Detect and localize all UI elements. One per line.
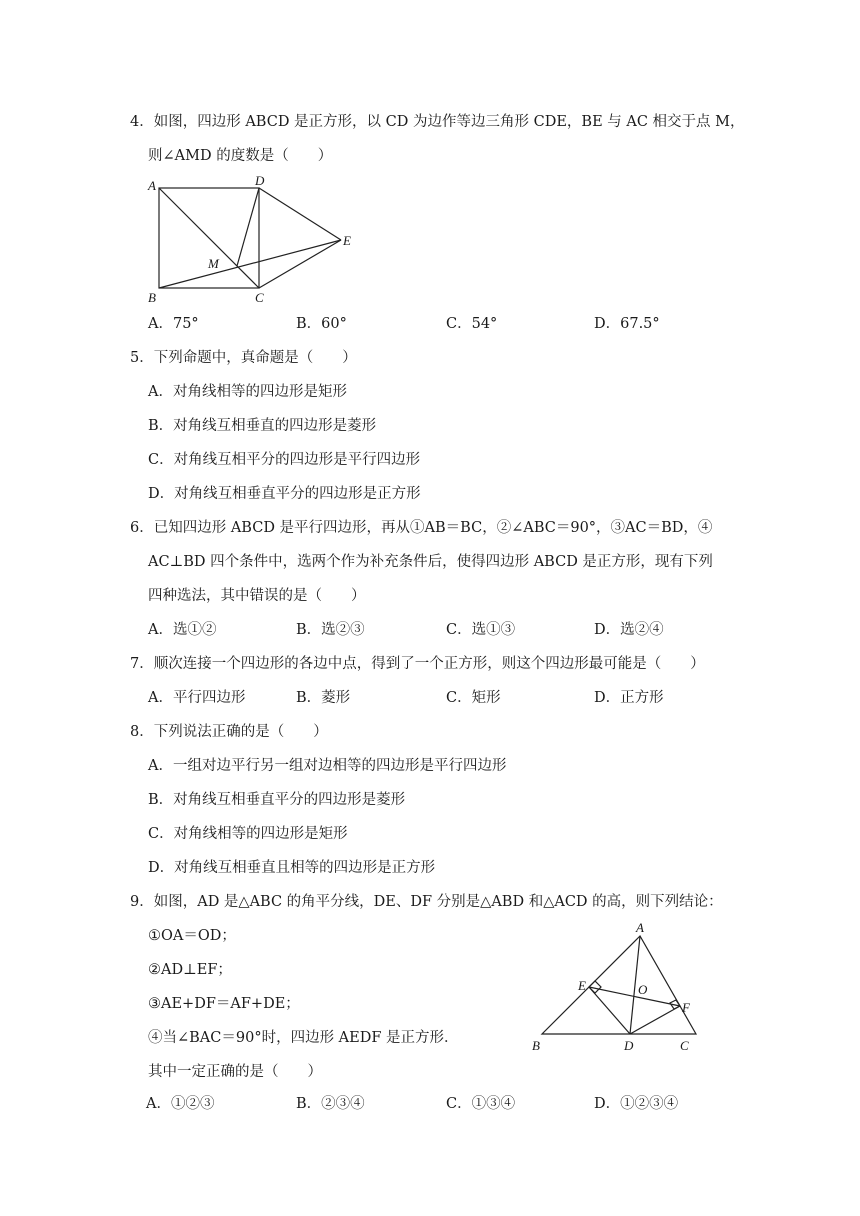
q4-segment-ce	[259, 240, 341, 288]
q4-segment-dm	[237, 188, 259, 266]
q9-label-d: D	[624, 1038, 634, 1053]
q4-option-b[interactable]: B．60°	[296, 316, 347, 332]
q9-stem-line-1: 9．如图，AD 是△ABC 的角平分线，DE、DF 分别是△ABD 和△ACD 的高，则下列结论：	[130, 894, 723, 910]
q4-label-b: B	[148, 290, 156, 305]
q6-option-b[interactable]: B．选②③	[296, 622, 365, 638]
q7-stem: 7．顺次连接一个四边形的各边中点，得到了一个正方形，则这个四边形最可能是（ ）	[130, 656, 705, 672]
q4-segment-ac	[159, 188, 259, 288]
q9-label-b: B	[532, 1038, 540, 1053]
q6-option-d[interactable]: D．选②④	[594, 622, 664, 638]
q4-option-a[interactable]: A．75°	[148, 316, 199, 332]
q8-option-c[interactable]: C．对角线相等的四边形是矩形	[148, 826, 348, 842]
q9-option-b[interactable]: B．②③④	[296, 1096, 365, 1112]
q4-option-c[interactable]: C．54°	[446, 316, 498, 332]
q9-figure	[520, 920, 710, 1060]
q4-stem-line-2: 则∠AMD 的度数是（ ）	[148, 148, 333, 164]
q4-label-d: D	[255, 173, 265, 188]
q4-label-a: A	[148, 178, 156, 193]
q7-option-a[interactable]: A．平行四边形	[148, 690, 246, 706]
q8-option-a[interactable]: A．一组对边平行另一组对边相等的四边形是平行四边形	[148, 758, 507, 774]
q5-option-d[interactable]: D．对角线互相垂直平分的四边形是正方形	[148, 486, 421, 502]
q6-stem-line-3: 四种选法，其中错误的是（ ）	[148, 588, 366, 604]
q9-statement-2: ②AD⊥EF；	[148, 962, 232, 978]
q9-option-c[interactable]: C．①③④	[446, 1096, 516, 1112]
q4-figure	[140, 170, 370, 310]
q4-option-d[interactable]: D．67.5°	[594, 316, 660, 332]
q7-option-b[interactable]: B．菱形	[296, 690, 351, 706]
q4-label-m: M	[208, 256, 219, 271]
q9-question: 其中一定正确的是（ ）	[148, 1064, 322, 1080]
q9-triangle-abc	[542, 936, 696, 1034]
q9-label-o: O	[638, 982, 648, 997]
q7-option-c[interactable]: C．矩形	[446, 690, 501, 706]
q9-label-f: F	[682, 1000, 690, 1015]
q9-statement-3: ③AE+DF＝AF+DE；	[148, 996, 300, 1012]
q9-statement-4: ④当∠BAC＝90°时，四边形 AEDF 是正方形．	[148, 1030, 459, 1046]
q4-label-e: E	[343, 233, 351, 248]
q4-label-c: C	[255, 290, 264, 305]
q6-stem-line-1: 6．已知四边形 ABCD 是平行四边形，再从①AB＝BC，②∠ABC＝90°，③AC＝BD，④	[130, 520, 713, 536]
q6-stem-line-2: AC⊥BD 四个条件中，选两个作为补充条件后，使得四边形 ABCD 是正方形，现有下列	[148, 554, 713, 570]
q6-option-c[interactable]: C．选①③	[446, 622, 516, 638]
q8-option-d[interactable]: D．对角线互相垂直且相等的四边形是正方形	[148, 860, 436, 876]
q9-label-c: C	[680, 1038, 689, 1053]
q9-label-e: E	[578, 978, 586, 993]
q5-option-b[interactable]: B．对角线互相垂直的四边形是菱形	[148, 418, 377, 434]
q9-label-a: A	[636, 920, 644, 935]
q8-stem: 8．下列说法正确的是（ ）	[130, 724, 328, 740]
q9-segment-df	[630, 1006, 680, 1034]
q4-stem-line-1: 4．如图，四边形 ABCD 是正方形，以 CD 为边作等边三角形 CDE，BE 与 AC 相交于点 M，	[130, 114, 745, 130]
q9-statement-1: ①OA＝OD；	[148, 928, 236, 944]
q9-option-a[interactable]: A．①②③	[146, 1096, 215, 1112]
q6-option-a[interactable]: A．选①②	[148, 622, 217, 638]
q8-option-b[interactable]: B．对角线互相垂直平分的四边形是菱形	[148, 792, 406, 808]
q5-option-a[interactable]: A．对角线相等的四边形是矩形	[148, 384, 347, 400]
q9-option-d[interactable]: D．①②③④	[594, 1096, 679, 1112]
q5-stem: 5．下列命题中，真命题是（ ）	[130, 350, 357, 366]
q5-option-c[interactable]: C．对角线互相平分的四边形是平行四边形	[148, 452, 421, 468]
q4-segment-be	[159, 240, 341, 288]
q4-segment-de	[259, 188, 341, 240]
q7-option-d[interactable]: D．正方形	[594, 690, 664, 706]
